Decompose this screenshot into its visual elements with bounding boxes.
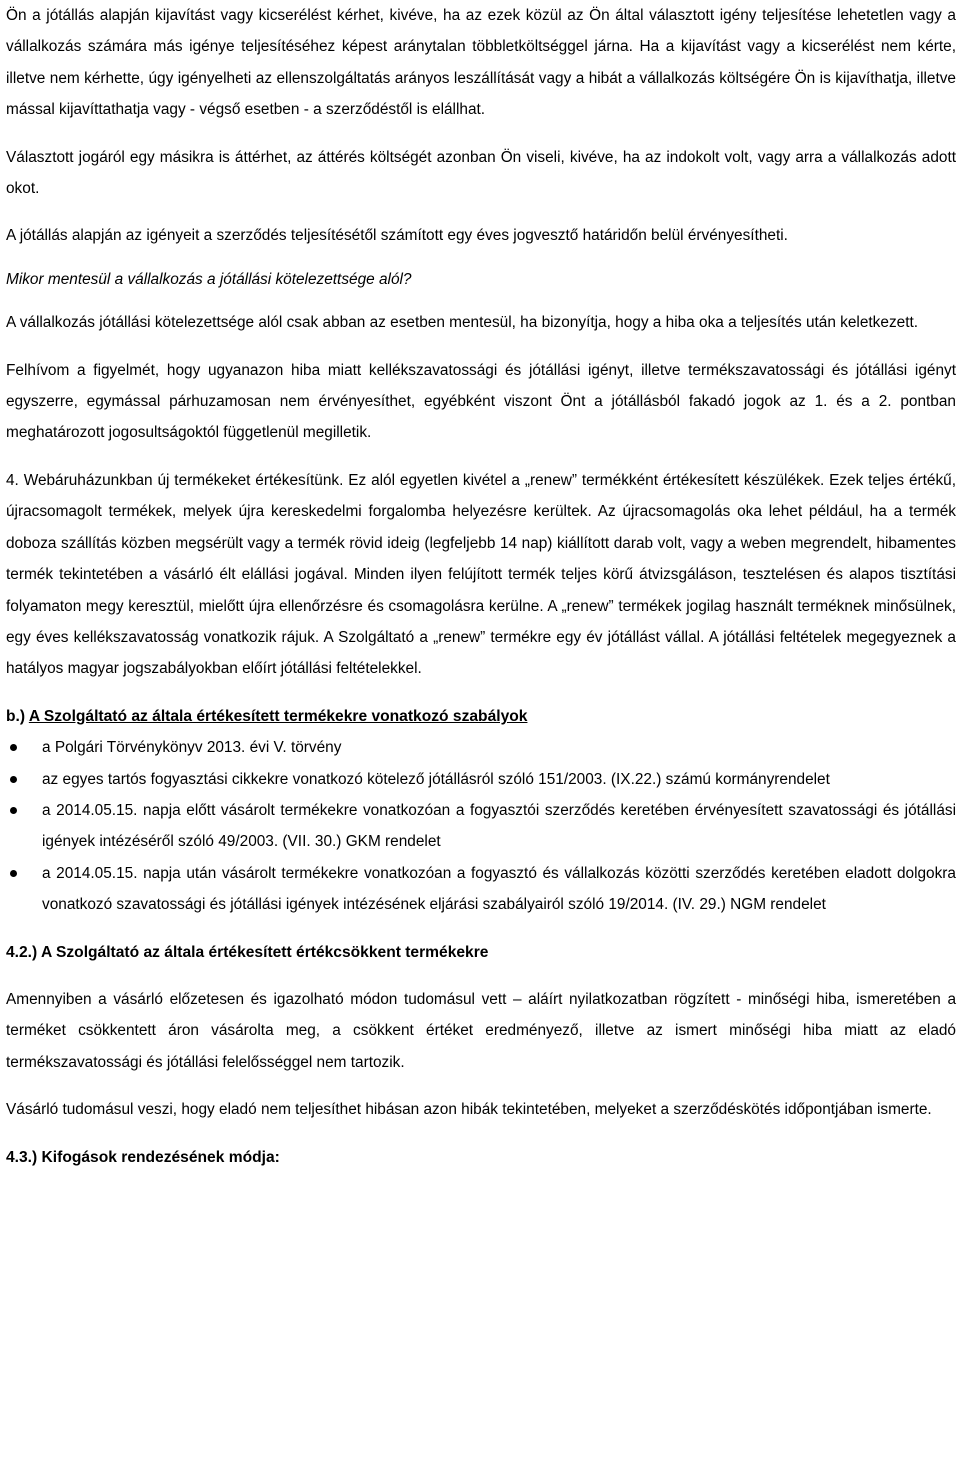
list-item: a Polgári Törvénykönyv 2013. évi V. törvény: [6, 732, 956, 763]
bullet-icon: [10, 776, 17, 783]
document-page: [6, 0, 956, 1173]
bullet-icon: [10, 744, 17, 751]
heading-section-b-prefix: b.): [6, 707, 26, 725]
paragraph-notice: Felhívom a figyelmét, hogy ugyanazon hiba miatt kellékszavatossági és jótállási igényt, illetve termékszavatossági és jótállási igényt egyszerre, egymással párhuzamosan nem érvényesíthet, egyébként viszont Önt a jótállásból fakadó jogok az 1. és a 2. pontban meghatározott jogosultságoktól függetlenül megilletik.: [6, 361, 956, 442]
list-item: az egyes tartós fogyasztási cikkekre vonatkozó kötelező jótállásról szóló 151/2003. (IX.22.) számú kormányrendelet: [6, 764, 956, 795]
paragraph-renew-products: 4. Webáruházunkban új termékeket értékesítünk. Ez alól egyetlen kivétel a „renew” termékként értékesített készülékek. Ezek teljes értékű, újracsomagolt termékek, melyek újra kereskedelmi forgalomba helyezésre kerültek. Az újracsomagolás oka lehet például, ha a termék doboza szállítás közben megsérült vagy a termék rövid ideig (legfeljebb 14 nap) kiállított darab volt, vagy a weben megrendelt, hibamentes termék tekintetében a vásárló élt elállási jogával. Minden ilyen felújított termék teljes körű átvizsgáláson, tesztelésen és alapos tisztítási folyamaton megy keresztül, mielőtt újra ellenőrzésre és csomagolásra kerülne. A „renew” termékek jogilag használt terméknek minősülnek, egy éves kellékszavatosság vonatkozik rájuk. A Szolgáltató a „renew” termékre egy év jótállást vállal. A jótállási feltételek megegyeznek a hatályos magyar jogszabályokban előírt jótállási feltételekkel.: [6, 471, 956, 678]
paragraph-known-defects: Vásárló tudomásul veszi, hogy eladó nem teljesíthet hibásan azon hibák tekintetében, melyeket a szerződéskötés időpontjában ismerte.: [6, 1101, 932, 1119]
regulations-list: [6, 732, 956, 920]
heading-section-4-3: 4.3.) Kifogások rendezésének módja:: [6, 1148, 280, 1166]
question-exemption: Mikor mentesül a vállalkozás a jótállási kötelezettsége alól?: [6, 270, 412, 288]
paragraph-switching-rights: Választott jogáról egy másikra is áttérhet, az áttérés költségét azonban Ön viseli, kivéve, ha az indokolt volt, vagy arra a vállalkozás adott okot.: [6, 148, 956, 198]
list-item: a 2014.05.15. napja előtt vásárolt termékekre vonatkozóan a fogyasztói szerződés keretében érvényesített szavatossági és jótállási igények intézéséről szóló 49/2003. (VII. 30.) GKM rendelet: [6, 795, 956, 858]
heading-section-b-title: A Szolgáltató az általa értékesített termékekre vonatkozó szabályok: [28, 707, 528, 725]
list-item: a 2014.05.15. napja után vásárolt termékekre vonatkozóan a fogyasztó és vállalkozás közötti szerződés keretében eladott dolgokra vonatkozó szavatossági és jótállási igények intézésének eljárási szabályairól szóló 19/2014. (IV. 29.) NGM rendelet: [6, 858, 956, 921]
heading-section-b: [6, 701, 956, 732]
paragraph-warranty-rights: Ön a jótállás alapján kijavítást vagy kicserélést kérhet, kivéve, ha az ezek közül az Ön által választott igény teljesítése lehetetlen vagy a vállalkozás számára más igénye teljesítéséhez képest aránytalan többletköltséggel járna. Ha a kijavítást vagy a kicserélést nem kérte, illetve nem kérhette, úgy igényelheti az ellenszolgáltatás arányos leszállítását vagy a hibát a vállalkozás költségére Ön is kijavíthatja, illetve mással kijavíttathatja vagy - végső esetben - a szerződéstől is elállhat.: [6, 7, 956, 119]
paragraph-reduced-value: Amennyiben a vásárló előzetesen és igazolható módon tudomásul vett – aláírt nyilatkozatban rögzített - minőségi hiba, ismeretében a terméket csökkentett áron vásárolta meg, a csökkent értéket eredményező, illetve az ismert minőségi hiba miatt az eladó termékszavatossági és jótállási felelősséggel nem tartozik.: [6, 990, 956, 1071]
heading-section-4-2: 4.2.) A Szolgáltató az általa értékesített értékcsökkent termékekre: [6, 943, 489, 961]
paragraph-exemption: A vállalkozás jótállási kötelezettsége alól csak abban az esetben mentesül, ha bizonyítja, hogy a hiba oka a teljesítés után keletkezett.: [6, 314, 919, 332]
paragraph-warranty-deadline: A jótállás alapján az igényeit a szerződés teljesítésétől számított egy éves jogvesztő határidőn belül érvényesítheti.: [6, 227, 788, 245]
bullet-icon: [10, 870, 17, 877]
bullet-icon: [10, 807, 17, 814]
